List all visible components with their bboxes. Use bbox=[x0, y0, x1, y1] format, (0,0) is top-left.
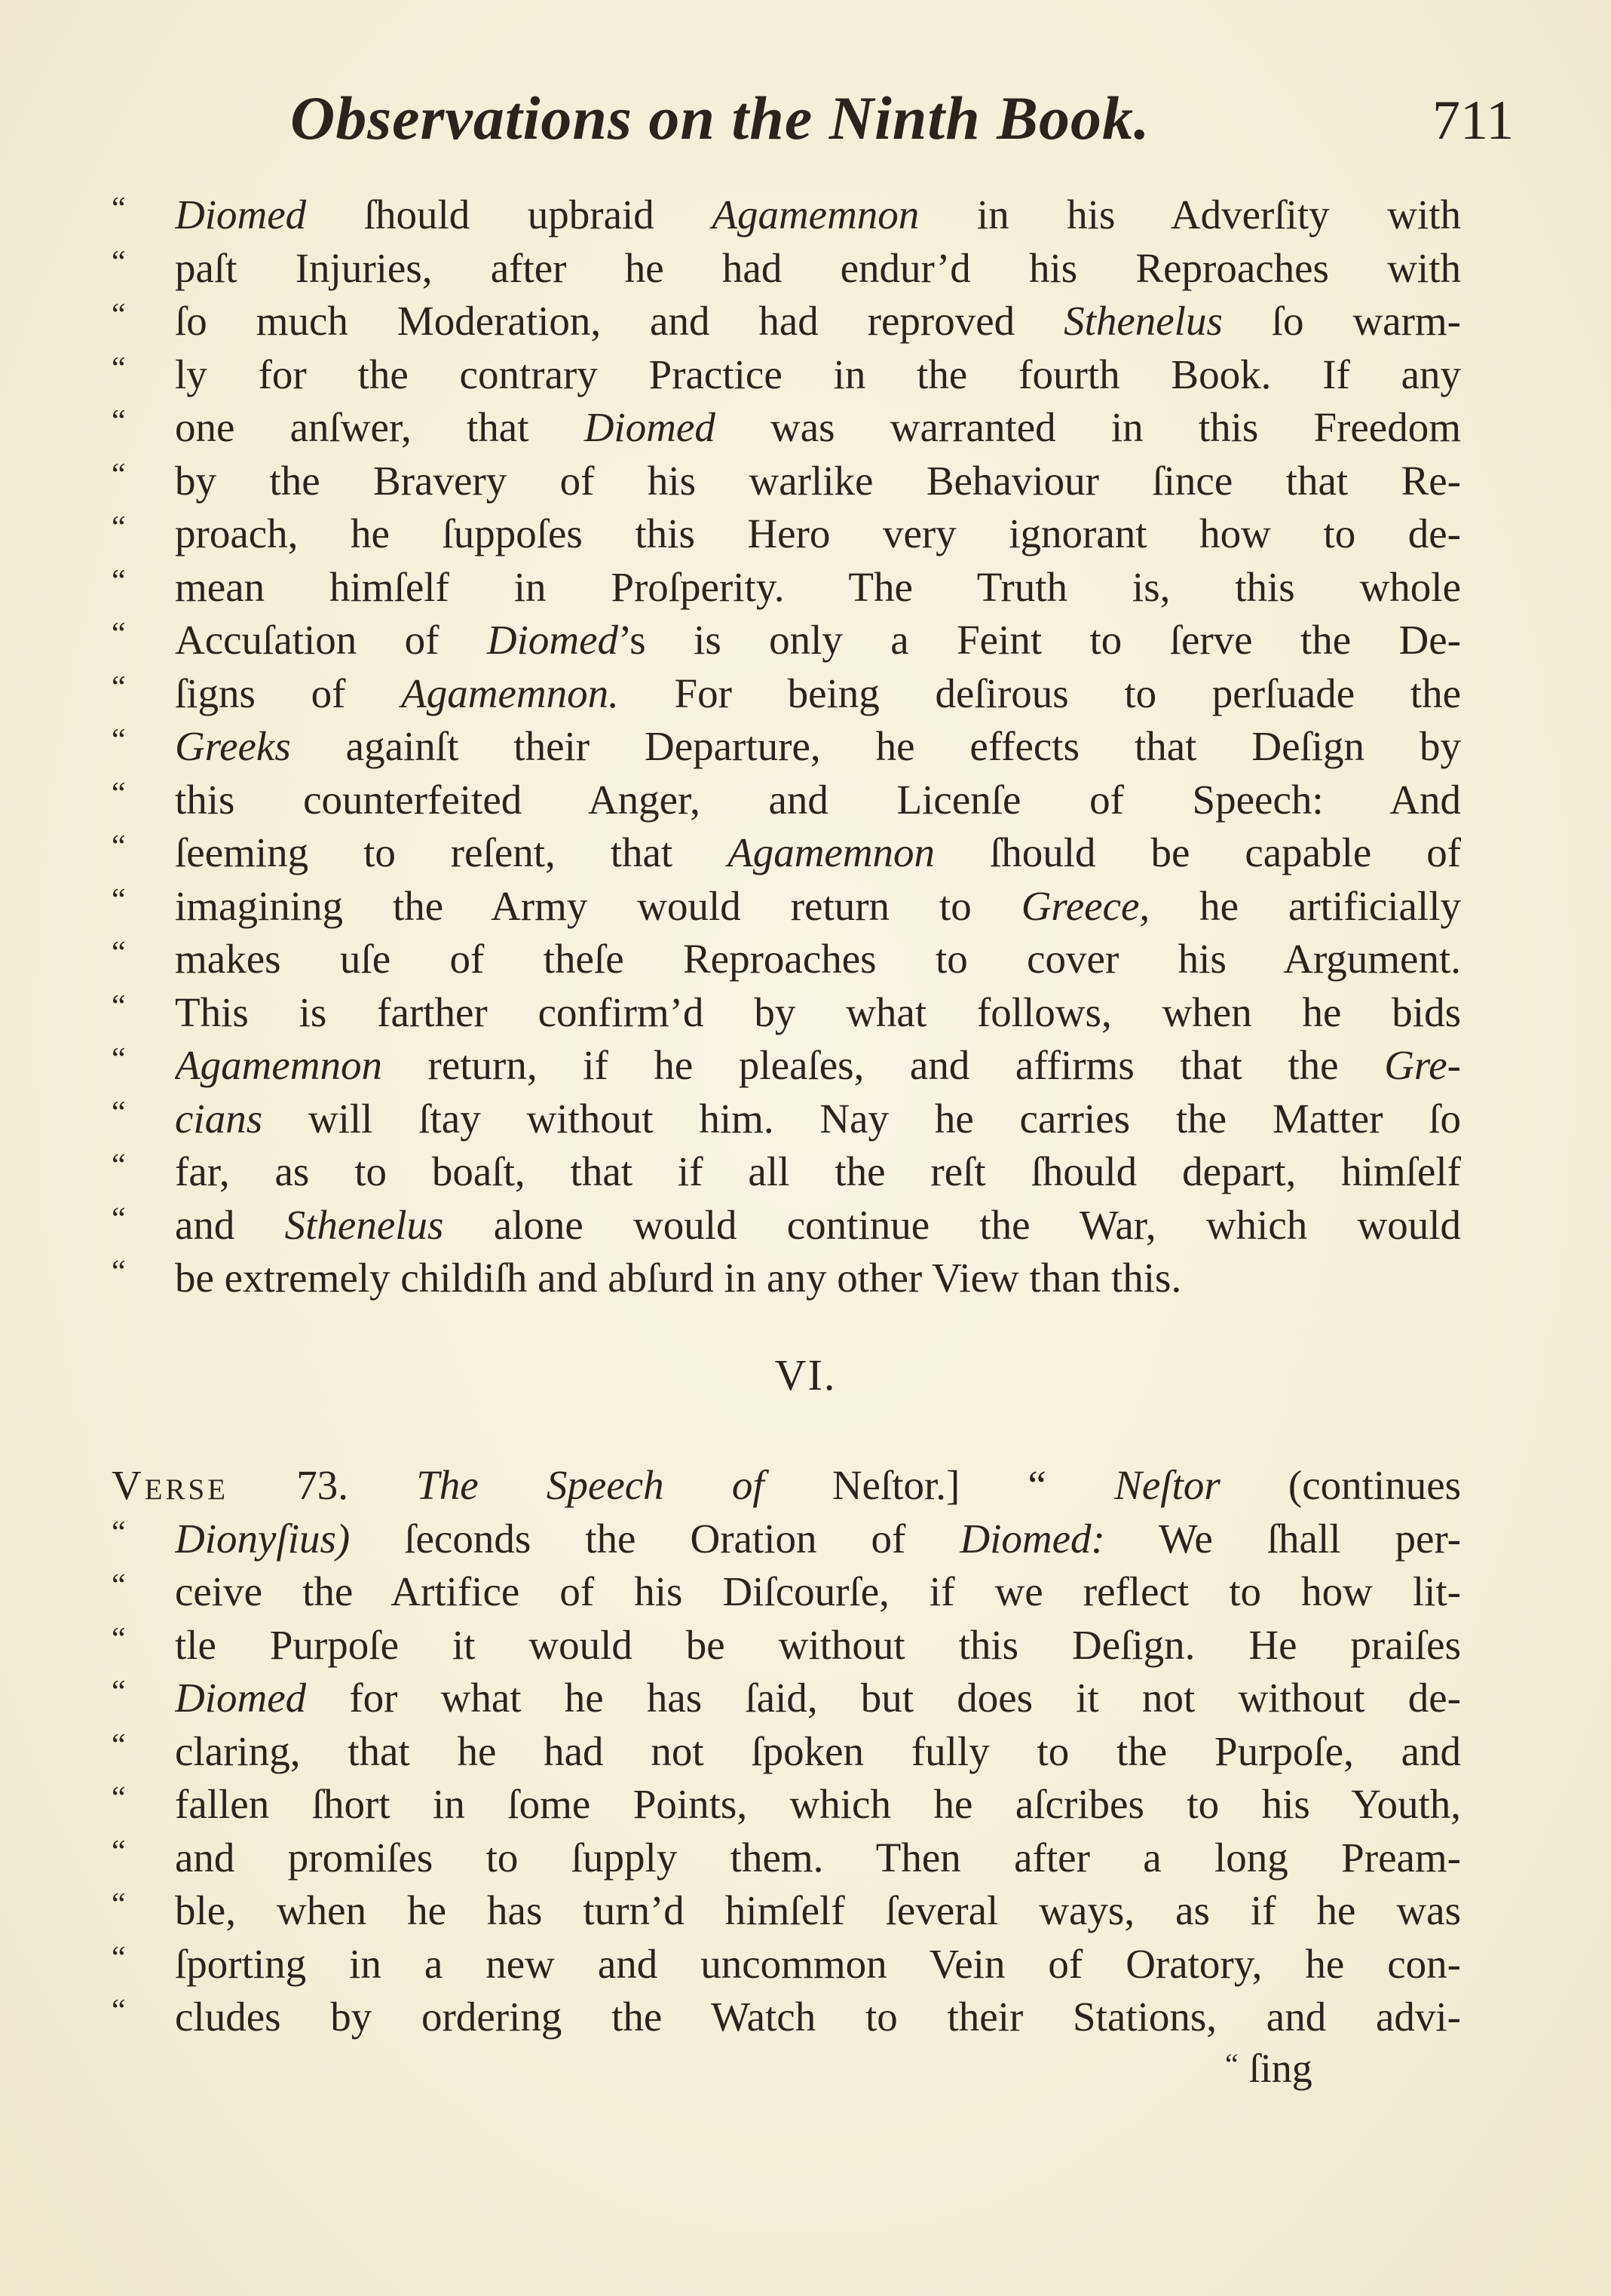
text-run: tle Purpoſe it would be without this Deſign. He praiſes bbox=[175, 1621, 1461, 1668]
quote-mark: “ bbox=[112, 617, 126, 651]
text-line bbox=[112, 1619, 1461, 1672]
text-run: ſhould be capable of bbox=[935, 829, 1461, 875]
text-line bbox=[112, 295, 1461, 348]
text-run: for what he has ſaid, but does it not without de- bbox=[306, 1675, 1461, 1721]
text-run: ’s is only a Feint to ſerve the De- bbox=[618, 617, 1461, 663]
line-text bbox=[175, 1884, 1461, 1938]
line-text bbox=[175, 933, 1461, 986]
line-text bbox=[175, 1039, 1461, 1093]
quote-mark: “ bbox=[112, 1781, 126, 1816]
text-run: ceive the Artifice of his Diſcourſe, if we reflect to how lit- bbox=[175, 1568, 1461, 1614]
italic-text: Diomed bbox=[175, 1675, 307, 1721]
line-text bbox=[175, 1199, 1461, 1252]
text-line bbox=[112, 242, 1461, 296]
line-text bbox=[175, 1832, 1461, 1885]
text-line bbox=[112, 720, 1461, 774]
quote-mark: “ bbox=[112, 829, 126, 864]
quote-mark: “ bbox=[112, 192, 126, 226]
text-run: ſhould upbraid bbox=[306, 192, 712, 238]
italic-text: Sthenelus bbox=[1064, 298, 1223, 344]
line-text bbox=[175, 1619, 1461, 1672]
catchword bbox=[1225, 2045, 1312, 2092]
text-run: return, if he pleaſes, and affirms that the bbox=[381, 1042, 1385, 1088]
line-text bbox=[175, 401, 1461, 455]
line-text bbox=[175, 667, 1461, 721]
text-run: mean himſelf in Proſperity. The Truth is, this whole bbox=[175, 563, 1461, 610]
quote-mark: “ bbox=[112, 1255, 126, 1289]
text-run: by the Bravery of his warlike Behaviour ſince that Re- bbox=[175, 457, 1461, 504]
text-run: (continues bbox=[1220, 1462, 1461, 1508]
line-text bbox=[175, 348, 1461, 402]
text-run: proach, he ſuppoſes this Hero very ignorant how to de- bbox=[175, 510, 1461, 556]
text-line bbox=[112, 189, 1461, 242]
text-run: 73. bbox=[228, 1462, 417, 1508]
quote-mark: “ bbox=[112, 1148, 126, 1183]
line-text bbox=[175, 1565, 1461, 1619]
quote-mark: “ bbox=[112, 298, 126, 333]
line-text bbox=[175, 826, 1461, 880]
text-run: alone would continue the War, which would bbox=[443, 1201, 1461, 1248]
quote-mark: “ bbox=[112, 1834, 126, 1869]
quote-mark: “ bbox=[112, 1515, 126, 1550]
text-run: We ſhall per- bbox=[1104, 1515, 1461, 1562]
text-line bbox=[112, 1459, 1461, 1513]
text-line bbox=[112, 1725, 1461, 1779]
text-line bbox=[112, 986, 1461, 1040]
quote-mark: “ bbox=[112, 404, 126, 439]
italic-text: Diomed bbox=[175, 192, 307, 238]
page-header bbox=[0, 83, 1611, 158]
catchword-text: ſing bbox=[1248, 2046, 1312, 2091]
line-text bbox=[175, 507, 1461, 561]
quote-mark: “ bbox=[112, 1201, 126, 1237]
text-run: ſporting in a new and uncommon Vein of Oratory, he con- bbox=[175, 1940, 1461, 1987]
italic-text: Diomed bbox=[486, 617, 619, 663]
text-line bbox=[112, 1991, 1461, 2044]
quote-mark: “ bbox=[112, 1042, 126, 1077]
line-text bbox=[175, 1778, 1461, 1832]
line-text bbox=[175, 1672, 1461, 1725]
line-text bbox=[112, 1459, 1461, 1513]
text-line bbox=[112, 774, 1461, 827]
text-run: This is farther confirm’d by what follows, when he bids bbox=[175, 989, 1461, 1035]
text-line bbox=[112, 1938, 1461, 1991]
quote-mark: “ bbox=[112, 723, 126, 758]
text-run: imagining the Army would return to bbox=[175, 882, 1021, 929]
text-line bbox=[112, 1513, 1461, 1566]
quote-mark: “ bbox=[112, 1621, 126, 1657]
commentary-paragraph-1 bbox=[112, 189, 1461, 1305]
text-run: paſt Injuries, after he had endur’d his Reproaches with bbox=[175, 244, 1461, 291]
line-text bbox=[175, 1938, 1461, 1991]
quote-mark: “ bbox=[112, 882, 126, 918]
text-run: makes uſe of theſe Reproaches to cover his Argument. bbox=[175, 936, 1461, 982]
line-text bbox=[175, 1513, 1461, 1566]
text-line bbox=[112, 1832, 1461, 1885]
quote-mark: “ bbox=[112, 351, 126, 386]
text-line bbox=[112, 1672, 1461, 1725]
line-text bbox=[175, 242, 1461, 296]
text-line bbox=[112, 1093, 1461, 1146]
quote-mark: “ bbox=[112, 1095, 126, 1130]
italic-text: Greece, bbox=[1021, 882, 1150, 929]
text-run: Accuſation of bbox=[175, 617, 487, 663]
italic-text: Gre- bbox=[1384, 1042, 1461, 1088]
text-line bbox=[112, 826, 1461, 880]
line-text bbox=[175, 614, 1461, 667]
text-run: he artificially bbox=[1150, 882, 1461, 929]
text-line bbox=[112, 1252, 1348, 1305]
text-line bbox=[112, 561, 1461, 615]
line-text bbox=[175, 295, 1461, 348]
text-run: cludes by ordering the Watch to their Stations, and advi- bbox=[175, 1994, 1461, 2040]
commentary-paragraph-2 bbox=[112, 1459, 1461, 2044]
quote-mark: “ bbox=[112, 989, 126, 1024]
section-heading: VI. bbox=[774, 1350, 837, 1399]
line-text bbox=[175, 561, 1461, 615]
text-run: and bbox=[175, 1201, 285, 1248]
italic-text: Agamemnon bbox=[712, 192, 920, 238]
text-line bbox=[112, 1199, 1461, 1252]
text-run: one anſwer, that bbox=[175, 404, 584, 450]
quote-mark: “ bbox=[112, 244, 126, 280]
line-text bbox=[175, 720, 1461, 774]
text-line bbox=[112, 348, 1461, 402]
italic-text: cians bbox=[175, 1095, 263, 1142]
line-text bbox=[175, 1991, 1461, 2044]
text-line bbox=[112, 880, 1461, 933]
quote-mark: “ bbox=[112, 510, 126, 545]
line-text bbox=[175, 774, 1461, 827]
quote-mark: “ bbox=[112, 1675, 126, 1709]
text-run: ſo much Moderation, and had reproved bbox=[175, 298, 1064, 344]
quote-mark: “ bbox=[112, 936, 126, 970]
quote-mark: “ bbox=[112, 1727, 126, 1763]
quote-mark: “ bbox=[112, 457, 126, 492]
italic-text: Neſtor bbox=[1114, 1462, 1221, 1508]
quote-mark: “ bbox=[112, 1568, 126, 1603]
text-run: and promiſes to ſupply them. Then after a long Pream- bbox=[175, 1834, 1461, 1881]
quote-mark: “ bbox=[112, 1940, 126, 1976]
italic-text: Diomed bbox=[583, 404, 715, 450]
text-run: ſeeming to reſent, that bbox=[175, 829, 728, 875]
text-line bbox=[112, 1039, 1461, 1093]
text-run: ſigns of bbox=[175, 670, 402, 716]
text-run: this counterfeited Anger, and Licenſe of Speech: And bbox=[175, 776, 1461, 823]
text-line bbox=[112, 401, 1461, 455]
text-line bbox=[112, 933, 1461, 986]
text-run: far, as to boaſt, that if all the reſt ſhould depart, himſelf bbox=[175, 1148, 1461, 1194]
catchword-quote-mark: “ bbox=[1225, 2047, 1239, 2081]
italic-text: Agamemnon bbox=[727, 829, 936, 875]
line-text bbox=[175, 1093, 1461, 1146]
text-line bbox=[112, 1884, 1461, 1938]
text-line bbox=[112, 667, 1461, 721]
text-run: ble, when he has turn’d himſelf ſeveral ways, as if he was bbox=[175, 1887, 1461, 1933]
text-run: For being deſirous to perſuade the bbox=[618, 670, 1461, 716]
quote-mark: “ bbox=[112, 1994, 126, 2028]
italic-text: Agamemnon. bbox=[401, 670, 619, 716]
text-run: Neſtor.] “ bbox=[764, 1462, 1115, 1508]
running-title: Observations on the Ninth Book. bbox=[290, 84, 1150, 152]
text-run: ſeconds the Oration of bbox=[350, 1515, 960, 1562]
text-run: fallen ſhort in ſome Points, which he aſcribes to his Youth, bbox=[175, 1781, 1461, 1827]
text-line bbox=[112, 1565, 1461, 1619]
italic-text: The Speech of bbox=[416, 1462, 764, 1508]
line-text bbox=[175, 189, 1461, 242]
line-text bbox=[175, 1252, 1461, 1305]
text-line bbox=[112, 614, 1461, 667]
text-run: in his Adverſity with bbox=[919, 192, 1461, 238]
line-text bbox=[175, 455, 1461, 508]
text-run: againſt their Departure, he effects that Deſign by bbox=[290, 723, 1461, 769]
quote-mark: “ bbox=[112, 670, 126, 705]
line-text bbox=[175, 880, 1461, 933]
italic-text: Sthenelus bbox=[284, 1201, 444, 1248]
text-run: claring, that he had not ſpoken fully to the Purpoſe, and bbox=[175, 1727, 1461, 1774]
italic-text: Agamemnon bbox=[175, 1042, 382, 1088]
text-line bbox=[112, 455, 1461, 508]
text-run: ſo warm- bbox=[1222, 298, 1461, 344]
line-text bbox=[175, 1725, 1461, 1779]
text-run: ly for the contrary Practice in the fourth Book. If any bbox=[175, 351, 1461, 397]
text-run: be extremely childiſh and abſurd in any other View than this. bbox=[175, 1255, 1182, 1301]
italic-text: Dionyſius) bbox=[175, 1515, 351, 1562]
text-line bbox=[112, 1145, 1461, 1199]
quote-mark: “ bbox=[112, 776, 126, 811]
italic-text: Diomed: bbox=[960, 1515, 1105, 1562]
text-line bbox=[112, 507, 1461, 561]
quote-mark: “ bbox=[112, 1887, 126, 1922]
italic-text: Greeks bbox=[175, 723, 291, 769]
small-caps-text: Verse bbox=[112, 1462, 229, 1508]
text-run: will ſtay without him. Nay he carries the Matter ſo bbox=[262, 1095, 1461, 1142]
text-run: was warranted in this Freedom bbox=[715, 404, 1461, 450]
page-number: 711 bbox=[1432, 90, 1515, 152]
text-line bbox=[112, 1778, 1461, 1832]
quote-mark: “ bbox=[112, 563, 126, 599]
line-text bbox=[175, 986, 1461, 1040]
line-text bbox=[175, 1145, 1461, 1199]
